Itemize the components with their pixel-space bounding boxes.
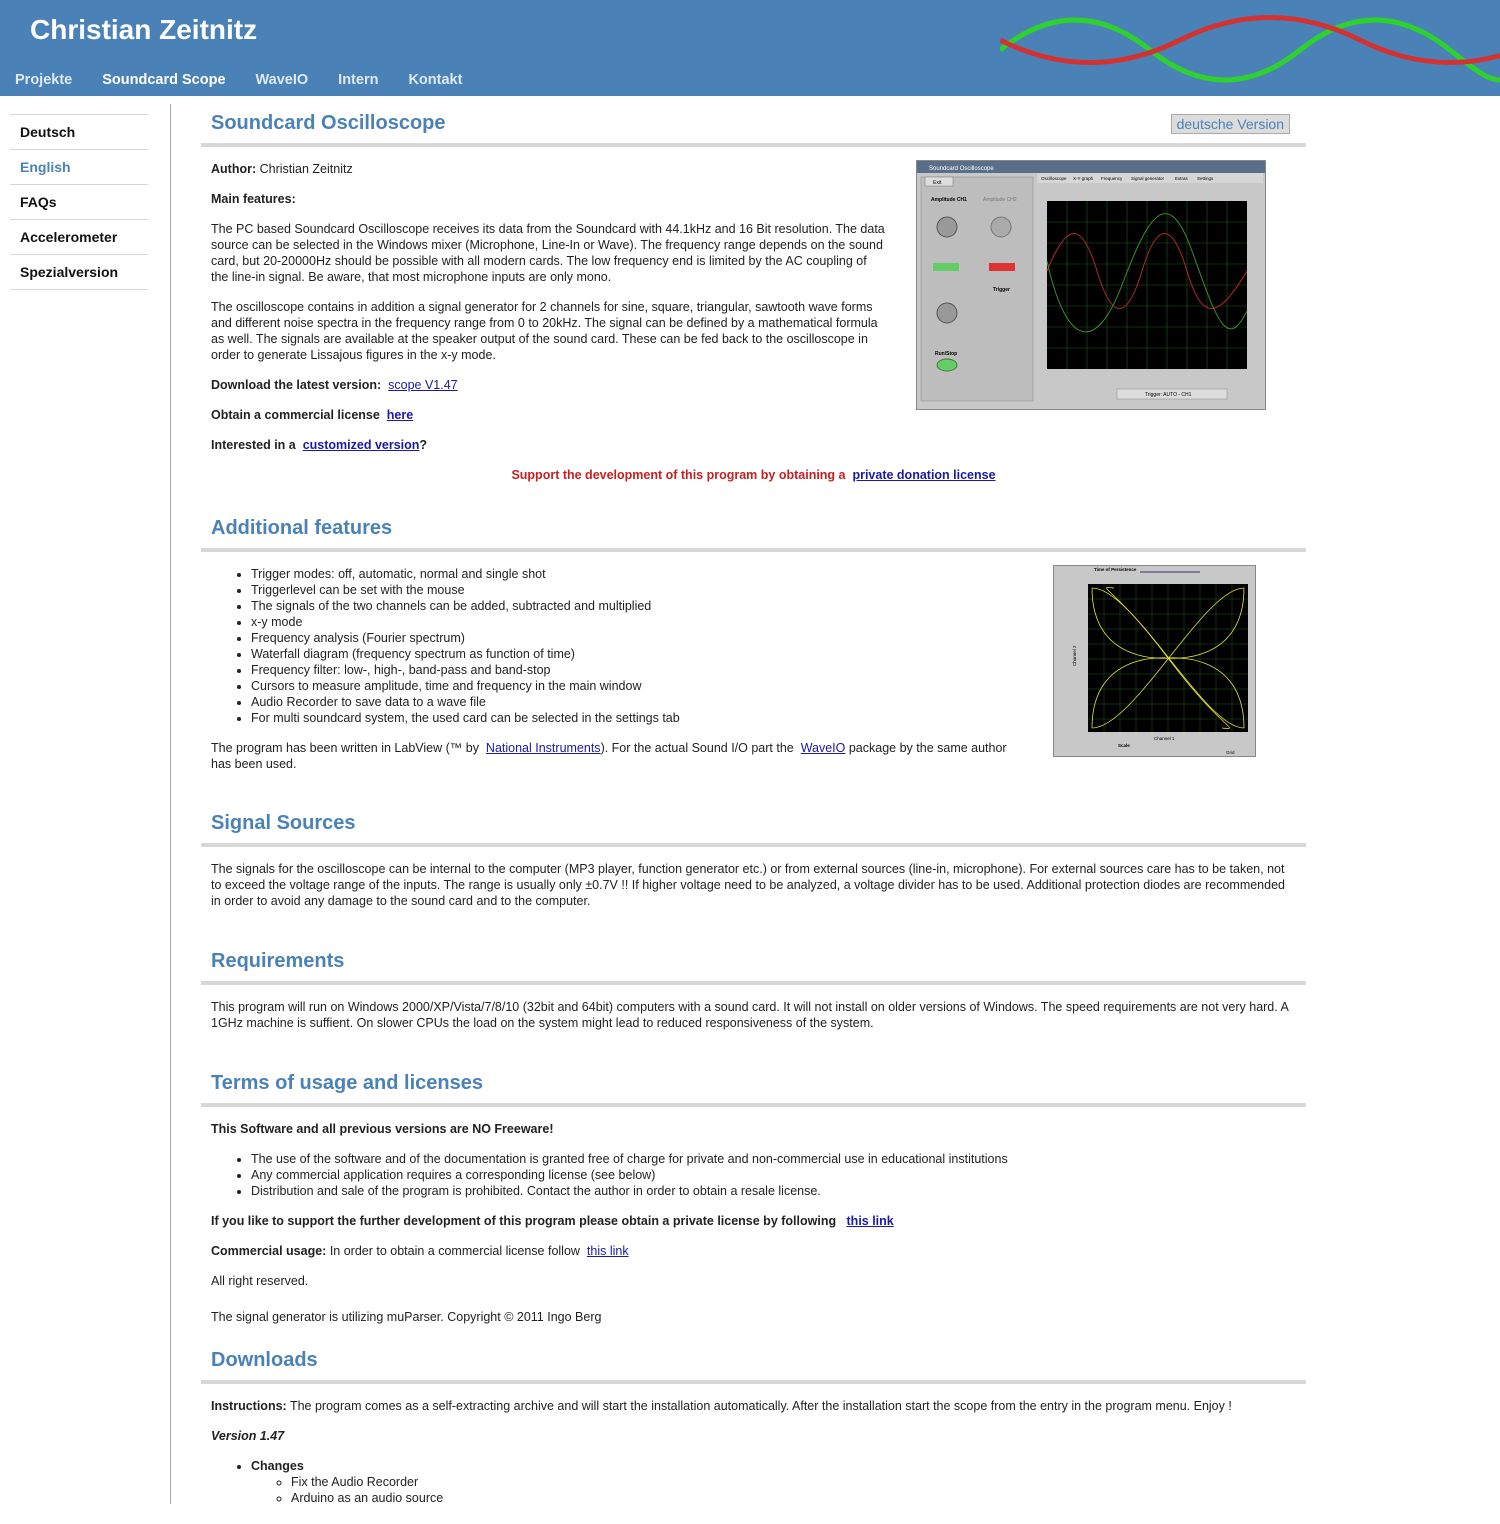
german-version-button[interactable]: deutsche Version xyxy=(1171,114,1290,134)
instructions-label: Instructions: xyxy=(211,1399,287,1413)
svg-text:X-Y graph: X-Y graph xyxy=(1073,176,1094,181)
nav-waveio[interactable]: WaveIO xyxy=(255,72,309,88)
changes-label: Changes xyxy=(251,1459,304,1473)
sidebar xyxy=(10,114,148,290)
waveio-link[interactable]: WaveIO xyxy=(800,741,846,755)
sidebar-item-english[interactable]: English xyxy=(10,150,148,185)
screenshot-run-stop: Run/Stop xyxy=(935,351,958,357)
list-item: • Cursors to measure amplitude, time and frequency in the main window xyxy=(251,678,1011,694)
rights-text: All right reserved. xyxy=(211,1274,309,1288)
sidebar-item-deutsch[interactable]: Deutsch xyxy=(10,114,148,150)
section-title: Downloads xyxy=(211,1349,318,1371)
top-nav xyxy=(15,72,492,88)
commercial-license-link[interactable]: this link xyxy=(586,1244,629,1258)
donation-license-link[interactable]: private donation license xyxy=(852,468,996,482)
section-title: Additional features xyxy=(211,517,393,539)
persistence-label: Time of Persistence xyxy=(1094,567,1137,572)
section-terms xyxy=(201,1066,1306,1343)
screenshot-amp-ch2: Amplitude CH2 xyxy=(983,197,1017,203)
list-item: • Waterfall diagram (frequency spectrum as function of time) xyxy=(251,646,1011,662)
signal-sources-text: The signals for the oscilloscope can be internal to the computer (MP3 player, function generator etc.) or from external sources (line-in, microphone). For external sources care has to be taken, not to exceed the voltage range of the inputs. The range is usually only ±0.7V !! If higher voltage need to be analyzed, a voltage divider has to be used. Additional protection diodes are recommended in order to avoid any damage to the sound card and to the computer. xyxy=(211,862,1285,908)
labview-paragraph: The program has been written in LabView (™ by National Instruments). For the actual Sound I/O part the WaveIO package by the same author has been used. xyxy=(211,741,1007,771)
private-license-link[interactable]: this link xyxy=(846,1214,894,1228)
svg-text:Extras: Extras xyxy=(1175,176,1188,181)
screenshot-window-title: Soundcard Oscilloscope xyxy=(929,166,994,172)
commercial-usage-text: In order to obtain a commercial license follow xyxy=(329,1244,580,1258)
section-header xyxy=(201,1343,1306,1384)
lissajous-xlabel: Channel 1 xyxy=(1154,736,1175,741)
list-item: • For multi soundcard system, the used card can be selected in the settings tab xyxy=(251,710,1011,726)
download-link[interactable]: scope V1.47 xyxy=(388,378,458,392)
section-additional-features xyxy=(201,511,1306,790)
list-item: • Any commercial application requires a corresponding license (see below) xyxy=(251,1167,1296,1183)
site-header xyxy=(0,0,1500,96)
intro-paragraph-1: The PC based Soundcard Oscilloscope receives its data from the Soundcard with 44.1kHz and 16 Bit resolution. The data source can be selected in the Windows mixer (Microphone, Line-In or Wave). The frequency range depends on the sound card, but 20-20000Hz should be possible with all modern cards. The low frequency end is limited by the AC coupling of the line-in signal. Be aware, that most microphone inputs are only mono. xyxy=(211,222,885,284)
lissajous-screenshot-graphic xyxy=(1054,566,1255,756)
private-support-text: If you like to support the further development of this program please obtain a private license by following xyxy=(211,1214,837,1228)
list-item: • Triggerlevel can be set with the mouse xyxy=(251,582,1011,598)
support-label: Support the development of this program by obtaining a xyxy=(511,468,846,482)
list-item: • x-y mode xyxy=(251,614,1011,630)
section-header xyxy=(201,806,1306,847)
main-features-label: Main features: xyxy=(211,192,296,206)
lissajous-screenshot[interactable] xyxy=(1053,565,1256,757)
screenshot-trigger: Trigger xyxy=(993,287,1010,293)
sidebar-item-faqs[interactable]: FAQs xyxy=(10,185,148,220)
nav-projekte[interactable]: Projekte xyxy=(15,72,73,88)
commercial-usage-label: Commercial usage: xyxy=(211,1244,327,1258)
section-header xyxy=(201,944,1306,985)
section-header xyxy=(201,106,1306,147)
svg-text:Frequency: Frequency xyxy=(1101,176,1123,181)
sidebar-divider xyxy=(170,104,171,1504)
feature-list xyxy=(211,566,1011,726)
instructions-text: The program comes as a self-extracting archive and will start the installation automatically. After the installation start the scope from the entry in the program menu. Enjoy ! xyxy=(289,1399,1232,1413)
nav-intern[interactable]: Intern xyxy=(338,72,379,88)
lissajous-grid-label: Grid xyxy=(1226,750,1235,755)
custom-label: Interested in a xyxy=(211,438,296,452)
nav-soundcard-scope[interactable]: Soundcard Scope xyxy=(102,72,226,88)
list-item: • The signals of the two channels can be added, subtracted and multiplied xyxy=(251,598,1011,614)
muparser-text: The signal generator is utilizing muParser. Copyright © 2011 Ingo Berg xyxy=(211,1310,602,1324)
list-item: • The use of the software and of the documentation is granted free of charge for private and non-commercial use in educational institutions xyxy=(251,1151,1296,1167)
national-instruments-link[interactable]: National Instruments xyxy=(485,741,601,755)
changes-list xyxy=(211,1458,1296,1506)
section-scope xyxy=(201,106,1306,501)
section-title: Soundcard Oscilloscope xyxy=(211,112,446,134)
svg-text:Oscilloscope: Oscilloscope xyxy=(1041,176,1067,181)
commercial-link[interactable]: here xyxy=(386,408,414,422)
no-freeware-notice: This Software and all previous versions are NO Freeware! xyxy=(211,1122,554,1136)
lissajous-scale-label: Scale xyxy=(1118,743,1130,748)
header-wave-graphic xyxy=(1000,10,1500,86)
oscilloscope-screenshot[interactable] xyxy=(916,160,1266,410)
screenshot-status: Trigger: AUTO - CH1 xyxy=(1145,392,1192,398)
custom-suffix: ? xyxy=(419,438,428,452)
section-title: Terms of usage and licenses xyxy=(211,1072,483,1094)
site-title[interactable]: Christian Zeitnitz xyxy=(30,14,258,45)
list-item: • Distribution and sale of the program is prohibited. Contact the author in order to obtain a resale license. xyxy=(251,1183,1296,1199)
svg-text:Signal generator: Signal generator xyxy=(1131,176,1165,181)
list-item: • Frequency analysis (Fourier spectrum) xyxy=(251,630,1011,646)
section-header xyxy=(201,1066,1306,1107)
section-signal-sources xyxy=(201,806,1306,927)
svg-text:Settings: Settings xyxy=(1197,176,1214,181)
terms-list xyxy=(211,1151,1296,1199)
version-heading: Version 1.47 xyxy=(211,1429,285,1443)
customized-version-link[interactable]: customized version xyxy=(302,438,420,452)
author-name: Christian Zeitnitz xyxy=(259,162,353,176)
author-line xyxy=(211,161,886,177)
author-label: Author: xyxy=(211,162,257,176)
intro-paragraph-2: The oscilloscope contains in addition a signal generator for 2 channels for sine, square, triangular, sawtooth wave forms and different noise spectra in the frequency range from 0 to 20kHz. The signal can be defined by a mathematical formula as well. The signals are available at the speaker output of the sound card. These can be fed back to the oscilloscope in order to generate Lissajous figures in the x-y mode. xyxy=(211,300,878,362)
lissajous-ylabel: Channel 2 xyxy=(1072,645,1077,666)
section-requirements xyxy=(201,944,1306,1049)
list-item: • Frequency filter: low-, high-, band-pass and band-stop xyxy=(251,662,1011,678)
screenshot-exit-button: Exit xyxy=(933,180,942,186)
sidebar-item-accelerometer[interactable]: Accelerometer xyxy=(10,220,148,255)
list-item: • Audio Recorder to save data to a wave file xyxy=(251,694,1011,710)
requirements-text: This program will run on Windows 2000/XP/Vista/7/8/10 (32bit and 64bit) computers with a sound card. It will not install on older versions of Windows. The speed requirements are not very hard. A 1GHz machine is suffient. On slower CPUs the load on the system might lead to reduced responsiveness of the system. xyxy=(211,1000,1289,1030)
section-downloads xyxy=(201,1343,1306,1524)
download-label: Download the latest version: xyxy=(211,378,382,392)
section-title: Signal Sources xyxy=(211,812,356,834)
nav-kontakt[interactable]: Kontakt xyxy=(408,72,463,88)
screenshot-amp-ch1: Amplitude CH1 xyxy=(931,197,967,203)
list-item: • Trigger modes: off, automatic, normal and single shot xyxy=(251,566,1011,582)
list-item: ◦ Arduino as an audio source xyxy=(291,1490,1296,1506)
sidebar-item-spezialversion[interactable]: Spezialversion xyxy=(10,255,148,290)
section-title: Requirements xyxy=(211,950,345,972)
oscilloscope-screenshot-graphic xyxy=(917,161,1265,409)
commercial-label: Obtain a commercial license xyxy=(211,408,380,422)
section-header xyxy=(201,511,1306,552)
list-item: ◦ Fix the Audio Recorder xyxy=(291,1474,1296,1490)
